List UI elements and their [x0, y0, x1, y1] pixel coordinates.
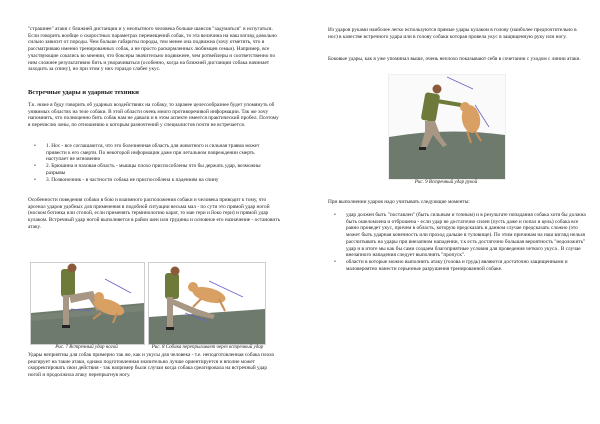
list-item: • 3. Позвоночник - в частности собака не приспособлена к падениям на спину	[28, 177, 270, 184]
dog-jumping-over-kick-illustration	[149, 263, 265, 344]
figure-9-image	[388, 74, 506, 180]
list-item: • 1. Нос - все соглашаются, что это болезненная область для животного и сильная травма может привести к его смерти. По некоторой информации даже при летальном повреждении смерть наступает не мгновенно	[28, 143, 270, 163]
section-heading: Встречные удары и ударные техники	[28, 89, 139, 96]
right-paragraph-1: Из ударов руками наиболее легко используются прямые удары кулаком в голову (наиболее предпочтительно в нос) в качестве встречного удара или в голову собаки которая провела укус в защищенную руку или ногу.	[328, 27, 577, 40]
figure-9-caption: Рис. 9 Встречный удар рукой	[414, 180, 478, 185]
list-item: • удар должен быть "поставлен" (быть сильным и точным) и в результате попадания собака хотя бы должна быть ошеломлена и отброшена - если удар не достаточно силен (пусть даже и попал в цель) собака все равно проведет укус, причем в область, которую предсказать в данном случае предсказать сложно (это может быть ударная конечность или проход дальше в туловище). По этим причинам на наш взгляд нельзя рассчитывать на удары при внезапном нападении, т.к есть достаточно большая вероятность "недоложить" удар и в итоге мы как бы сами создаем благоприятные условия для проведения четкого укуса . В случае внезапного нападения следует выполнять "пропуск".	[328, 212, 586, 259]
left-paragraph-2: Т.к. ниже я буду говорить об ударных воздействиях на собаку, то заранее целесообразнее будет упомянуть об уязвимых областях на теле собаки. В этой области очень много противоречивой информации. Так же хочу напомнить, что полноценно бить собак нам не давали и в этом аспекте имеется практический пробел. Поэтому я перечислю зоны, по отношению к которым разночтений у специалистов почти не встречается.	[28, 102, 279, 129]
right-paragraph-2: Боковые удары, как я уже упоминал выше, очень неплохо показывают себя в сочетании с уходом с линии атаки.	[328, 56, 581, 62]
vulnerable-zones-list	[28, 143, 270, 183]
left-paragraph-4: Удары неприятны для собак примерно так же, как и укусы для человека - т.е. неподготовленная собака плохо реагирует на такие атаки, однако подготовленная значительно лучше ориентируется и вполне может скорректировать свои действия - так например были случаи когда собака среагировала на встречный удар ногой и продолжила атаку перепрыгнув ногу.	[28, 352, 275, 379]
left-paragraph-1: "страшнее" атаки с ближней дистанции и у неопытного человека больше шансов "задуматься" и испугаться. Если говорить вообще о скоростных параметрах перемещений собак, то эта величина на наш взгляд довольно сильно зависит от породы. Чем больше габариты породы, тем менее она подвижна (хочу отметить, что я рассматриваю именно тренированных собак, а не просто раскормленных любимцев семьи). Например, все участвующие сошлись во мнении, что боксеры значительно подвижнее, чем ротвейлеры и соответственно по ним сложнее результативно бить и уворачиваться (особенно, когда на ближней дистанции собака начинает заходить за спину), но при этом у них гораздо слабее укус.	[28, 26, 277, 73]
figure-8-caption: Рис. 8 Собака перепрыгивает через встречный удар	[151, 345, 264, 350]
figure-7-caption: Рис. 7 Встречный удар ногой	[55, 345, 118, 350]
considerations-list	[328, 212, 586, 272]
list-item: • 2. Брюшина и паховая область - мышцы плохо приспособлены что бы держать удар, возможны разрывы	[28, 163, 270, 176]
right-page	[300, 0, 600, 424]
list-item: • области в которые можно выполнить атаку (голова и грудь) являются достаточно защищенными и маловероятно нанести серьезные разрушения тренированной собаке.	[328, 259, 586, 272]
left-paragraph-3: Особенности поведения собаки в бою и взаимного расположения собаки и человека приводит к тому, что арсенал ударов удобных для применения в подобной ситуации весьма мал - по сути это прямой удар ногой (носком ботинка или стопой, если применять терминологию карат, то мае гери и йоко гери) и прямой удар кулаком. Встречный удар ногой выполняется в район шеи или грудины и основное его назначение - остановить атаку.	[28, 197, 280, 230]
figure-7-image	[30, 262, 145, 345]
right-paragraph-3: При выполнении ударов надо учитывать следующие моменты:	[328, 199, 470, 205]
man-kicking-dog-illustration	[31, 263, 144, 344]
man-punching-dog-illustration	[389, 75, 505, 179]
figure-8-image	[148, 262, 266, 345]
